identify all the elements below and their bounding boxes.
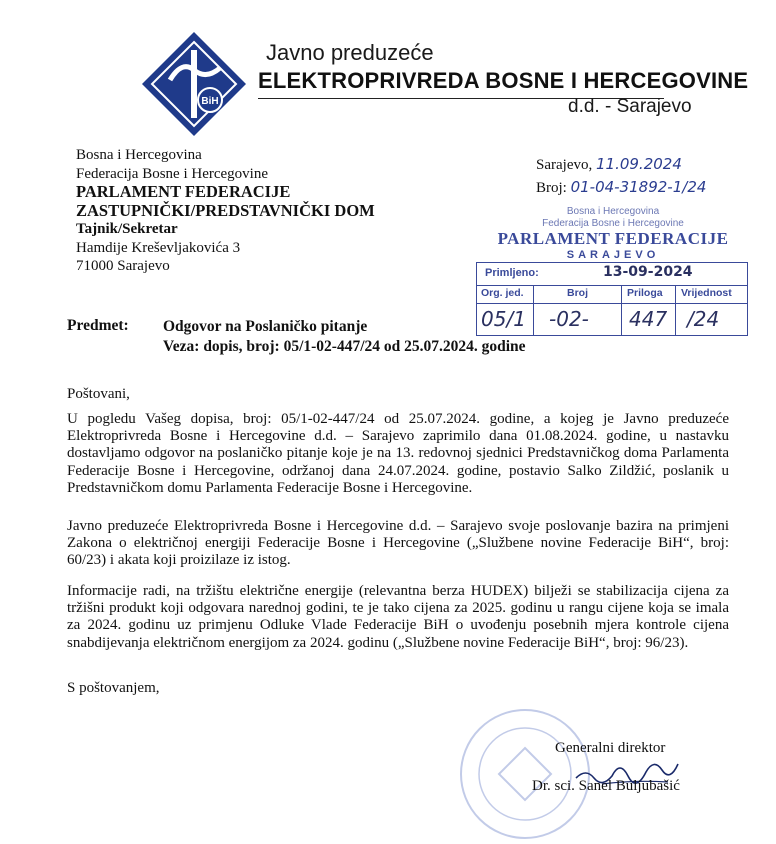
subject-line1: Odgovor na Poslaničko pitanje: [163, 318, 368, 335]
recipient-address: [76, 146, 375, 276]
body-paragraph-3: Informacije radi, na tržištu električne energije (relevantna berza HUDEX) bilježi se stabilizacija cijena za tržišni produkt koji odgovara narednoj godini, te je tako cijena za 2025. godinu u rangu cijene koja se imala za 2024. godinu uz primjenu Odluke Vlade Federacije BiH o uvođenju posebnih mjera kontrole cijena snabdijevanja električnom energijom za 2024. godinu („Službene novine Federacije BiH“, broj: 96/23).: [67, 583, 729, 651]
stamp-received-row: [477, 263, 747, 286]
stamp-line1: Bosna i Hercegovina: [566, 206, 660, 217]
subject-label: Predmet:: [67, 317, 129, 334]
stamp-line2: Federacija Bosne i Hercegovine: [542, 218, 684, 229]
stamp-header: Broj: [567, 287, 588, 299]
stamp-line3: PARLAMENT FEDERACIJE: [497, 229, 729, 248]
recipient-line: Tajnik/Sekretar: [76, 221, 178, 237]
greeting: Poštovani,: [67, 386, 130, 402]
ref-value: 01-04-31892-1/24: [570, 178, 707, 196]
stamp-line4: SARAJEVO: [566, 249, 660, 261]
stamp-value: 05/1: [481, 307, 526, 331]
recipient-line: Hamdije Kreševljakovića 3: [76, 239, 241, 256]
signatory-title: Generalni direktor: [555, 740, 666, 756]
recipient-line: Bosna i Hercegovina: [76, 147, 202, 163]
letterhead-company-name: ELEKTROPRIVREDA BOSNE I HERCEGOVINE: [258, 68, 749, 93]
stamp-received-label: Primljeno:: [485, 267, 539, 279]
document-meta: [536, 153, 706, 199]
letterhead-line1: Javno preduzeće: [266, 40, 434, 65]
ref-label: Broj:: [536, 180, 567, 196]
date-label: Sarajevo,: [536, 157, 593, 173]
recipient-line: 71000 Sarajevo: [76, 258, 170, 274]
stamp-value: /24: [687, 307, 720, 331]
stamp-received-value: 13-09-2024: [603, 264, 693, 280]
letterhead-line3: d.d. - Sarajevo: [568, 96, 692, 117]
company-logo: [140, 30, 248, 138]
stamp-header: Priloga: [627, 287, 663, 299]
stamp-header: Org. jed.: [481, 287, 524, 299]
subject-line2: Veza: dopis, broj: 05/1-02-447/24 od 25.07.2024. godine: [163, 338, 526, 355]
body-paragraph-2: Javno preduzeće Elektroprivreda Bosne i Hercegovine d.d. – Sarajevo svoje poslovanje bazira na primjeni Zakona o električnoj energiji Federacije Bosne i Hercegovine („Službene novine Federacije BiH“, broj: 60/23) i akata koji proizilaze iz istog.: [67, 518, 729, 569]
stamp-value: 447: [629, 307, 668, 331]
stamp-header: Vrijednost: [681, 287, 732, 299]
recipient-line: Federacija Bosne i Hercegovine: [76, 165, 269, 182]
recipient-line: ZASTUPNIČKI/PREDSTAVNIČKI DOM: [76, 200, 375, 220]
closing: S poštovanjem,: [67, 680, 160, 696]
logo-text: BiH: [201, 96, 219, 107]
stamp-value: -02-: [549, 307, 589, 331]
receipt-stamp: [476, 206, 750, 331]
signatory-name: Dr. sci. Sanel Buljubašić: [532, 778, 680, 794]
date-value: 11.09.2024: [595, 155, 682, 173]
body-paragraph-1: U pogledu Vašeg dopisa, broj: 05/1-02-447/24 od 25.07.2024. godine, a kojeg je Javno preduzeće Elektroprivreda Bosne i Hercegovine d.d. – Sarajevo zaprimilo dana 01.08.2024. godine, u nastavku dostavljamo odgovor na poslaničko pitanje koje je na 13. redovnoj sjednici Predstavničkog doma Parlamenta Federacije Bosne i Hercegovine, održanoj dana 24.07.2024. godine, postavio Salko Zildžić, poslanik u Predstavničkom domu Parlamenta Federacije Bosne i Hercegovine.: [67, 411, 729, 496]
recipient-line: PARLAMENT FEDERACIJE: [76, 182, 291, 201]
subject-text: [163, 317, 526, 357]
